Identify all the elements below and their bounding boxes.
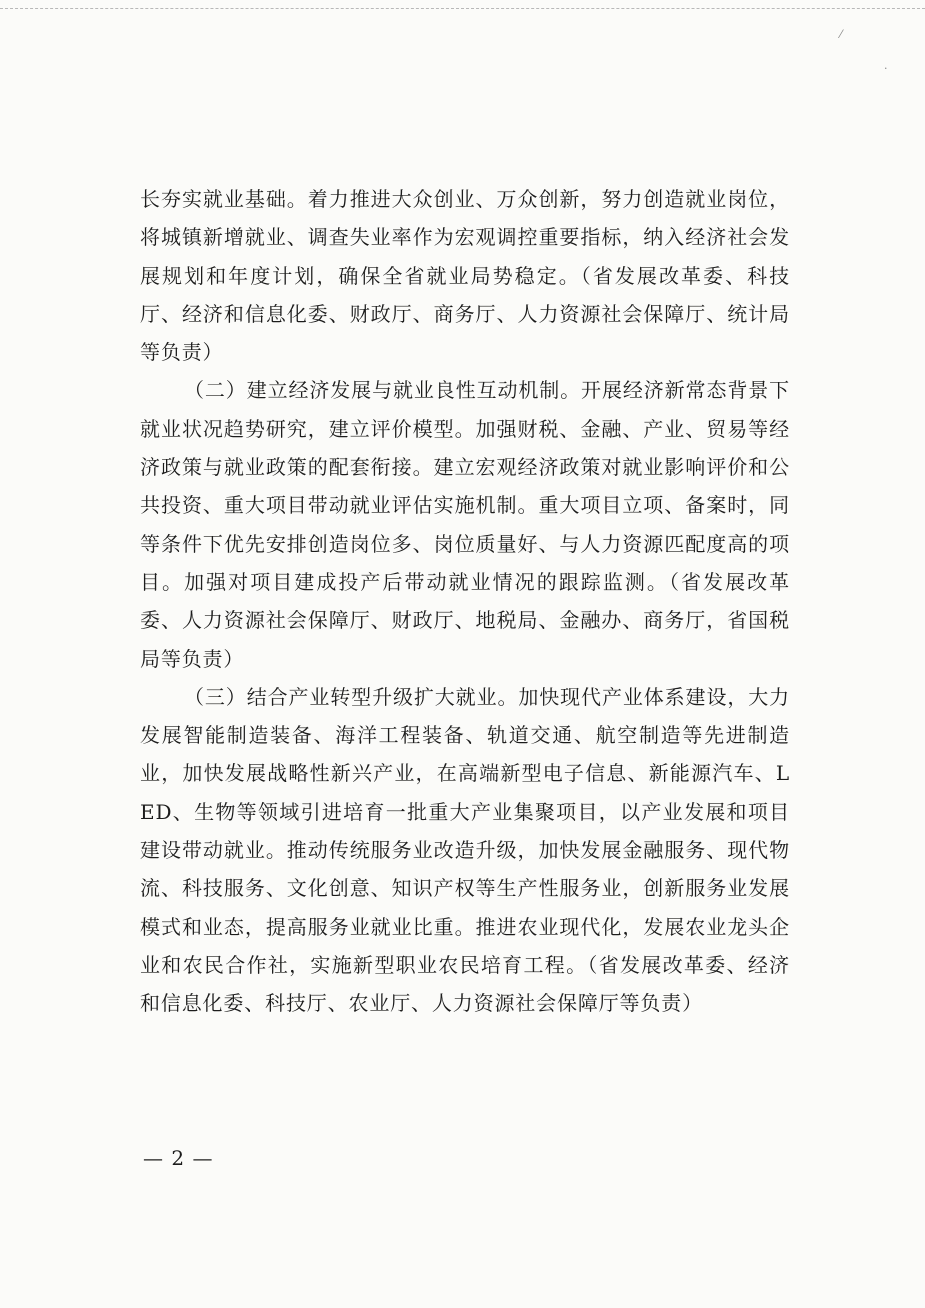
paragraph-3: （三）结合产业转型升级扩大就业。加快现代产业体系建设，大力发展智能制造装备、海洋工程装备、轨道交通、航空制造等先进制造业，加快发展战略性新兴产业，在高端新型电子信息、新能源汽车、LED、生物等领域引进培育一批重大产业集聚项目，以产业发展和项目建设带动就业。推动传统服务业改造升级，加快发展金融服务、现代物流、科技服务、文化创意、知识产权等生产性服务业，创新服务业发展模式和业态，提高服务业就业比重。推进农业现代化，发展农业龙头企业和农民合作社，实施新型职业农民培育工程。（省发展改革委、经济和信息化委、科技厅、农业厅、人力资源社会保障厅等负责） (140, 684, 790, 1016)
scan-top-edge (0, 8, 925, 10)
scan-mark: · (884, 62, 888, 75)
page-number: — 2 — (143, 1146, 214, 1170)
paragraph-2: （二）建立经济发展与就业良性互动机制。开展经济新常态背景下就业状况趋势研究，建立评价模型。加强财税、金融、产业、贸易等经济政策与就业政策的配套衔接。建立宏观经济政策对就业影响评价和公共投资、重大项目带动就业评估实施机制。重大项目立项、备案时，同等条件下优先安排创造岗位多、岗位质量好、与人力资源匹配度高的项目。加强对项目建成投产后带动就业情况的跟踪监测。（省发展改革委、人力资源社会保障厅、财政厅、地税局、金融办、商务厅，省国税局等负责） (140, 378, 790, 671)
paragraph-1: 长夯实就业基础。着力推进大众创业、万众创新，努力创造就业岗位，将城镇新增就业、调查失业率作为宏观调控重要指标，纳入经济社会发展规划和年度计划，确保全省就业局势稳定。（省发展改革委、科技厅、经济和信息化委、财政厅、商务厅、人力资源社会保障厅、统计局等负责） (140, 187, 790, 365)
scan-mark: ⁄ (840, 28, 842, 41)
document-body (140, 180, 790, 1023)
